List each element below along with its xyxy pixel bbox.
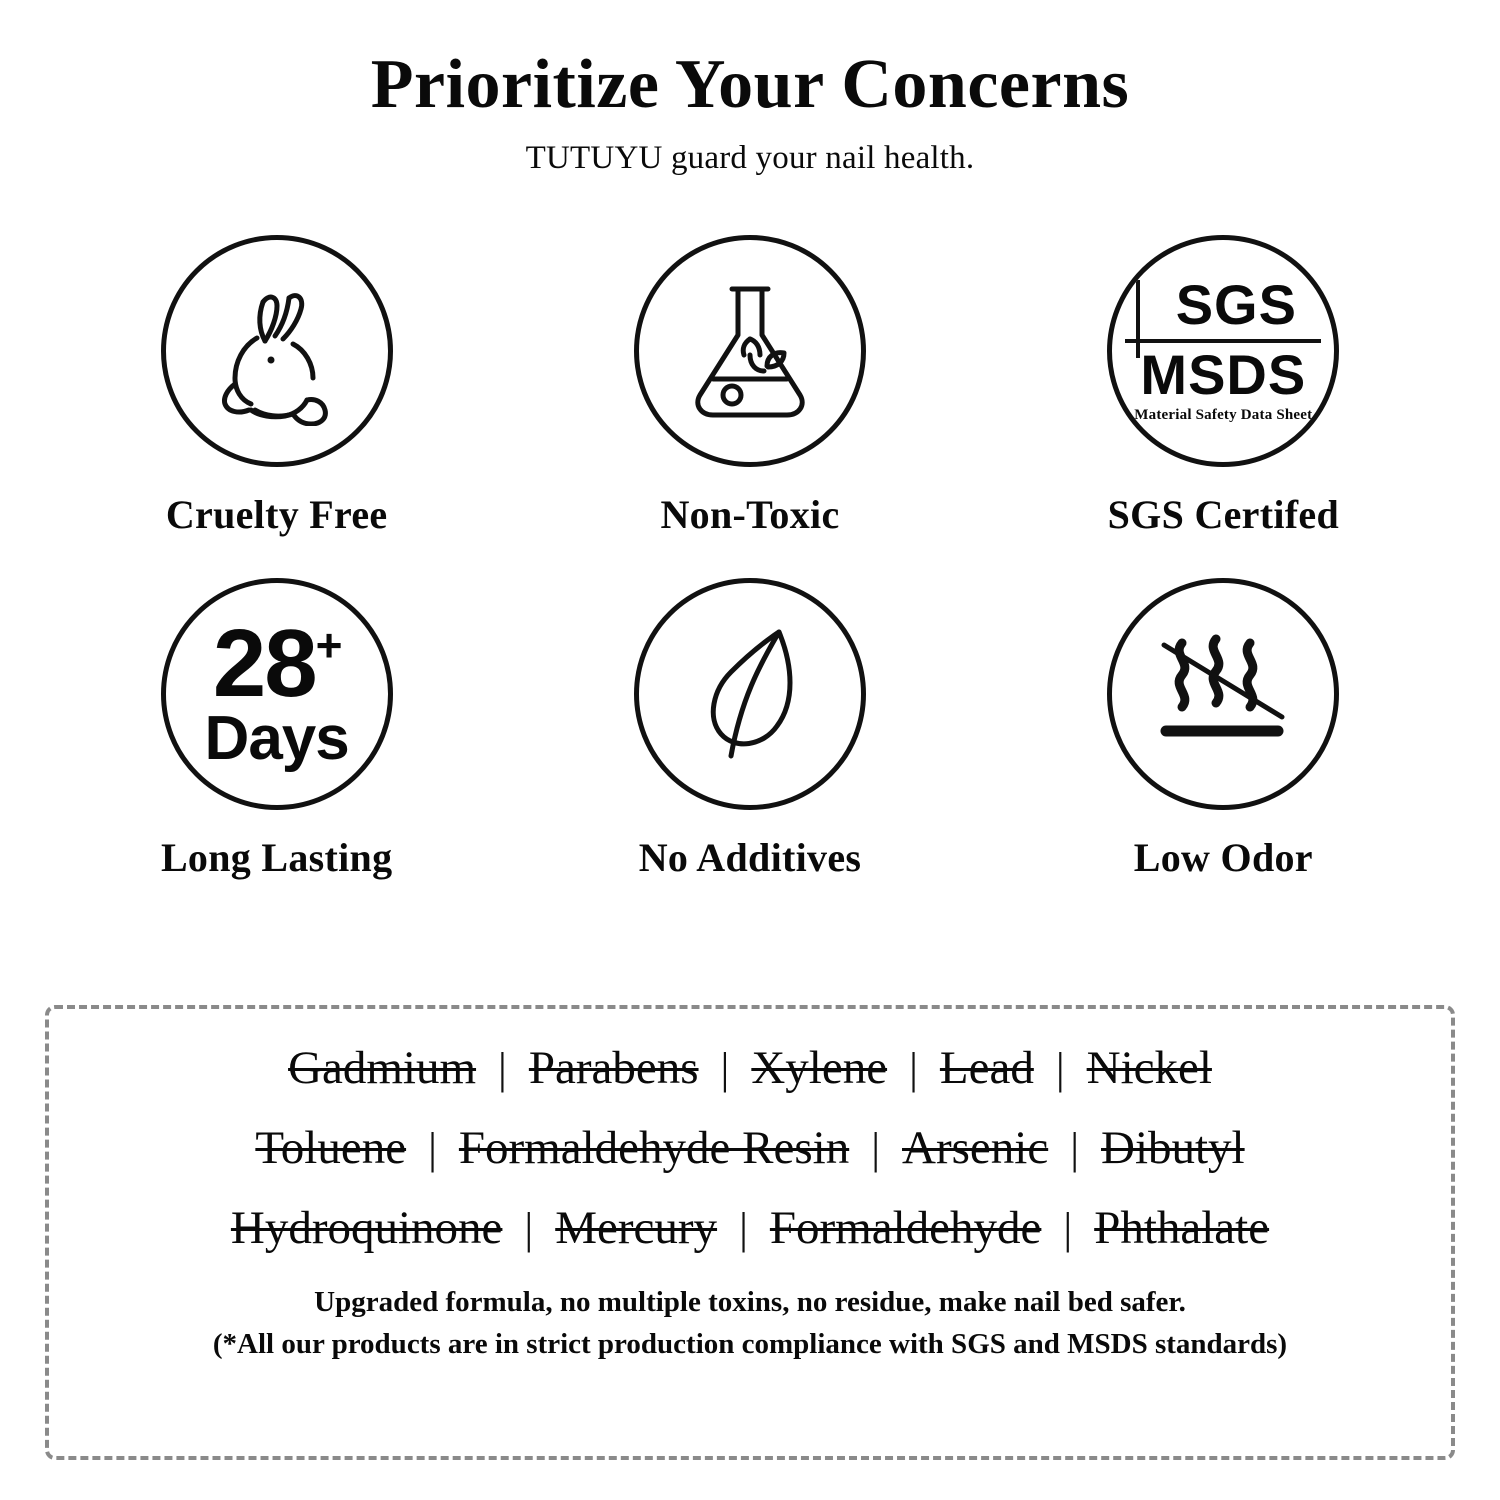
badge-circle bbox=[161, 578, 393, 810]
badge-circle bbox=[1107, 235, 1339, 467]
rabbit-icon bbox=[197, 276, 357, 426]
chem-row bbox=[79, 1041, 1421, 1095]
sgs-text: SGS bbox=[1175, 273, 1297, 336]
badge-circle bbox=[634, 235, 866, 467]
badge-grid bbox=[40, 235, 1460, 881]
separator: | bbox=[1055, 1043, 1065, 1093]
sgs-tick bbox=[1136, 280, 1140, 358]
flask-leaf-icon bbox=[670, 271, 830, 431]
page-title: Prioritize Your Concerns bbox=[370, 46, 1130, 123]
days-unit: Days bbox=[204, 704, 349, 774]
separator: | bbox=[524, 1203, 534, 1253]
header bbox=[40, 0, 1460, 177]
chem-item: Formaldehyde Resin bbox=[458, 1122, 850, 1174]
days-number-value: 28 bbox=[212, 609, 316, 717]
chem-item: Lead bbox=[939, 1042, 1034, 1094]
msds-text: MSDS bbox=[1140, 343, 1307, 406]
days-number bbox=[212, 609, 341, 717]
badge-low-odor bbox=[987, 578, 1460, 881]
separator: | bbox=[1070, 1123, 1079, 1173]
chem-item: Toluene bbox=[255, 1122, 407, 1174]
separator: | bbox=[498, 1043, 507, 1093]
badge-circle bbox=[634, 578, 866, 810]
separator: | bbox=[909, 1043, 918, 1093]
badge-cruelty-free bbox=[40, 235, 513, 538]
badge-label: Non-Toxic bbox=[660, 491, 840, 537]
badge-non-toxic bbox=[513, 235, 986, 538]
badge-no-additives bbox=[513, 578, 986, 881]
badge-sgs-certified bbox=[987, 235, 1460, 538]
badge-label: Low Odor bbox=[1133, 834, 1313, 880]
days-plus: + bbox=[315, 618, 341, 671]
sgs-msds-icon bbox=[1112, 240, 1334, 462]
chem-item: Nickel bbox=[1086, 1042, 1212, 1094]
separator: | bbox=[720, 1043, 730, 1093]
chem-item: Arsenic bbox=[902, 1122, 1049, 1174]
chem-item: Gadmium bbox=[288, 1042, 477, 1094]
low-odor-icon bbox=[1138, 619, 1308, 769]
footnote-formula: Upgraded formula, no multiple toxins, no residue, make nail bed safer. bbox=[314, 1286, 1186, 1318]
chem-item: Phthalate bbox=[1094, 1202, 1270, 1254]
chem-item: Xylene bbox=[751, 1042, 888, 1094]
leaf-icon bbox=[675, 614, 825, 774]
separator: | bbox=[1063, 1203, 1073, 1253]
badge-circle bbox=[1107, 578, 1339, 810]
chem-item: Parabens bbox=[528, 1042, 699, 1094]
badge-label: Cruelty Free bbox=[165, 491, 388, 537]
chem-item: Formaldehyde bbox=[769, 1202, 1042, 1254]
badge-label: No Additives bbox=[638, 834, 862, 880]
chem-row bbox=[79, 1201, 1421, 1255]
free-of-panel bbox=[45, 1005, 1455, 1460]
28-days-icon bbox=[204, 609, 349, 774]
chem-item: Dibutyl bbox=[1101, 1122, 1245, 1174]
badge-label: Long Lasting bbox=[160, 834, 393, 880]
badge-circle bbox=[161, 235, 393, 467]
badge-long-lasting bbox=[40, 578, 513, 881]
badge-label: SGS Certifed bbox=[1107, 491, 1339, 537]
separator: | bbox=[739, 1203, 748, 1253]
chem-item: Mercury bbox=[555, 1202, 718, 1254]
separator: | bbox=[428, 1123, 437, 1173]
footnote-compliance: (*All our products are in strict production compliance with SGS and MSDS standards) bbox=[212, 1328, 1288, 1361]
msds-subtext: Material Safety Data Sheet bbox=[1134, 407, 1313, 423]
chem-row bbox=[79, 1121, 1421, 1175]
separator: | bbox=[871, 1123, 881, 1173]
page-subtitle: TUTUYU guard your nail health. bbox=[525, 139, 975, 176]
footnotes bbox=[79, 1281, 1421, 1365]
chem-item: Hydroquinone bbox=[230, 1202, 503, 1254]
